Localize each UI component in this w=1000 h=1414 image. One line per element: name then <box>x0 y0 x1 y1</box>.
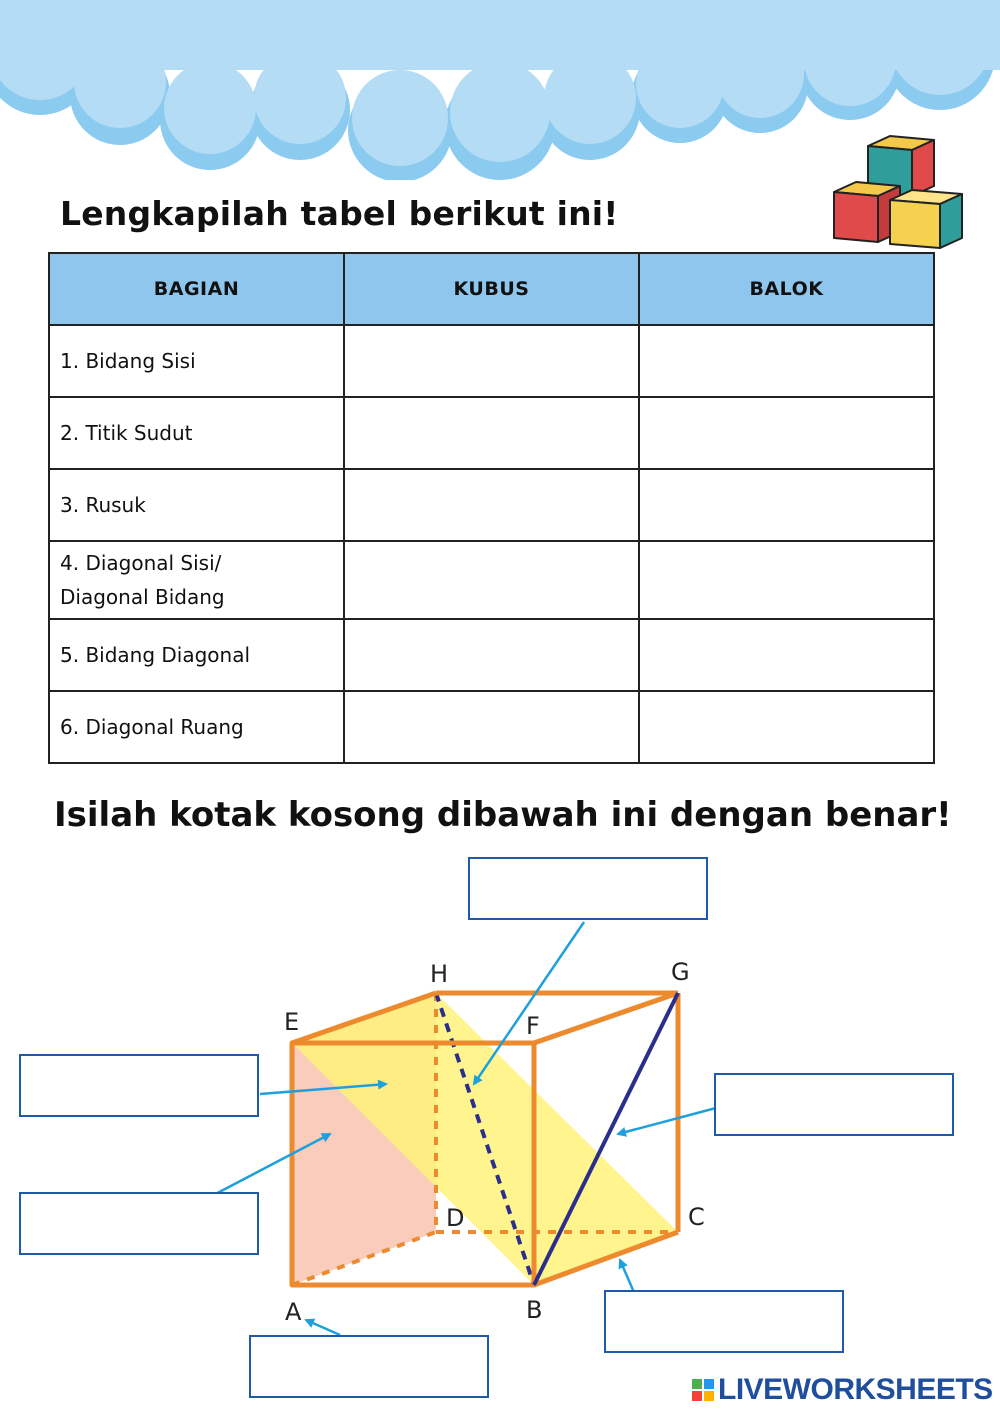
kubus-input[interactable] <box>355 541 632 619</box>
kubus-input[interactable] <box>355 325 632 397</box>
kubus-input[interactable] <box>355 619 632 691</box>
table-row <box>49 469 934 541</box>
kubus-cell[interactable] <box>344 397 639 469</box>
row-label: 3. Rusuk <box>49 469 344 541</box>
answer-box-right-lower[interactable] <box>604 1290 844 1353</box>
answer-input[interactable] <box>21 1194 257 1253</box>
balok-cell[interactable] <box>639 619 934 691</box>
vertex-label-a: A <box>285 1298 302 1326</box>
answer-box-left-upper[interactable] <box>19 1054 259 1117</box>
diagram-heading: Isilah kotak kosong dibawah ini dengan benar! <box>54 795 952 835</box>
brand-text: LIVEWORKSHEETS <box>718 1373 993 1406</box>
arrow-top-box <box>474 922 584 1084</box>
balok-cell[interactable] <box>639 541 934 619</box>
table-row <box>49 619 934 691</box>
header-bagian: BAGIAN <box>49 253 344 325</box>
vertex-label-g: G <box>671 958 690 986</box>
row-label: 5. Bidang Diagonal <box>49 619 344 691</box>
balok-cell[interactable] <box>639 691 934 763</box>
row-label-line: 4. Diagonal Sisi/ <box>60 551 222 575</box>
vertex-label-c: C <box>688 1203 705 1231</box>
kubus-cell[interactable] <box>344 325 639 397</box>
arrow-bottom-box <box>306 1320 340 1335</box>
answer-box-left-lower[interactable] <box>19 1192 259 1255</box>
row-label: 2. Titik Sudut <box>49 397 344 469</box>
table-heading: Lengkapilah tabel berikut ini! <box>60 194 619 233</box>
answer-box-bottom[interactable] <box>249 1335 489 1398</box>
balok-input[interactable] <box>650 397 927 469</box>
table-header-row <box>49 253 934 325</box>
header-kubus: KUBUS <box>344 253 639 325</box>
balok-input[interactable] <box>650 325 927 397</box>
balok-input[interactable] <box>650 541 927 619</box>
table-row <box>49 397 934 469</box>
answer-input[interactable] <box>606 1292 842 1351</box>
row-label-line: Diagonal Bidang <box>60 585 225 609</box>
kubus-cell[interactable] <box>344 469 639 541</box>
row-label <box>49 541 344 619</box>
kubus-cell[interactable] <box>344 619 639 691</box>
kubus-input[interactable] <box>355 469 632 541</box>
answer-input[interactable] <box>251 1337 487 1396</box>
balok-cell[interactable] <box>639 469 934 541</box>
kubus-input[interactable] <box>355 691 632 763</box>
vertex-label-h: H <box>430 960 449 988</box>
arrow-right-upper-box <box>618 1108 716 1134</box>
answer-box-top[interactable] <box>468 857 708 920</box>
table-row <box>49 541 934 619</box>
comparison-table <box>48 252 935 764</box>
balok-input[interactable] <box>650 619 927 691</box>
table-row <box>49 691 934 763</box>
table-row <box>49 325 934 397</box>
balok-input[interactable] <box>650 691 927 763</box>
vertex-label-d: D <box>446 1204 465 1232</box>
answer-input[interactable] <box>21 1056 257 1115</box>
vertex-label-b: B <box>526 1296 543 1324</box>
kubus-cell[interactable] <box>344 541 639 619</box>
kubus-input[interactable] <box>355 397 632 469</box>
row-label: 6. Diagonal Ruang <box>49 691 344 763</box>
vertex-label-f: F <box>526 1012 540 1040</box>
row-label: 1. Bidang Sisi <box>49 325 344 397</box>
header-balok: BALOK <box>639 253 934 325</box>
vertex-label-e: E <box>284 1008 300 1036</box>
kubus-cell[interactable] <box>344 691 639 763</box>
balok-cell[interactable] <box>639 397 934 469</box>
answer-box-right-upper[interactable] <box>714 1073 954 1136</box>
answer-input[interactable] <box>470 859 706 918</box>
toy-blocks-icon <box>828 128 973 253</box>
balok-cell[interactable] <box>639 325 934 397</box>
balok-input[interactable] <box>650 469 927 541</box>
answer-input[interactable] <box>716 1075 952 1134</box>
liveworksheets-logo-icon <box>692 1379 714 1401</box>
liveworksheets-brand <box>692 1372 993 1408</box>
